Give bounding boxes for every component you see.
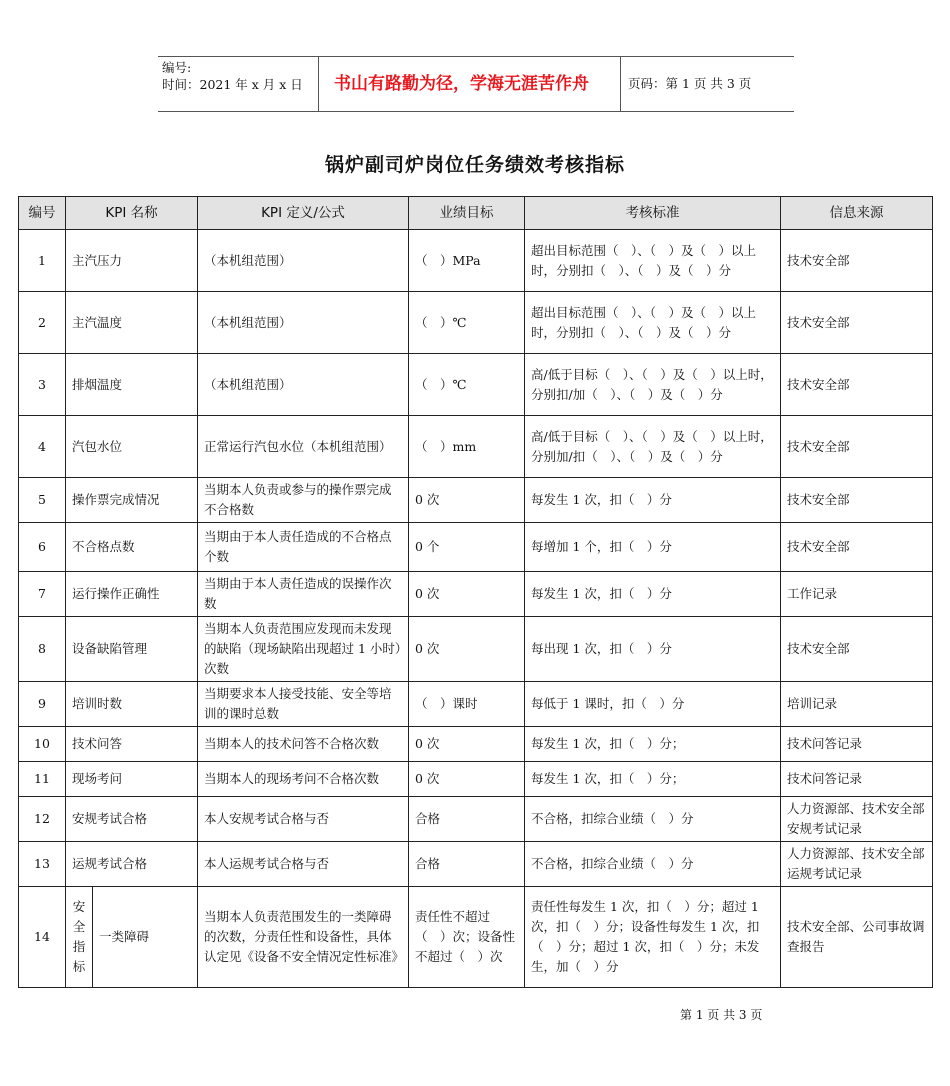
row-definition: （本机组范围）: [198, 292, 409, 354]
row-source: 技术问答记录: [781, 762, 933, 797]
row-kpi-name: 培训时数: [66, 682, 198, 727]
row-kpi-name: 技术问答: [66, 727, 198, 762]
row-target: 0 个: [409, 523, 525, 572]
row-kpi-name: 主汽压力: [66, 230, 198, 292]
row-definition: 当期由于本人责任造成的不合格点个数: [198, 523, 409, 572]
row-target: （ ）课时: [409, 682, 525, 727]
row-source: 技术问答记录: [781, 727, 933, 762]
row-no: 8: [19, 617, 66, 682]
row-source: 技术安全部: [781, 416, 933, 478]
row-definition: 当期本人负责范围发生的一类障碍的次数，分责任性和设备性，具体认定见《设备不安全情况定性标准》: [198, 887, 409, 988]
row-definition: 当期本人负责范围应发现而未发现的缺陷（现场缺陷出现超过 1 小时）次数: [198, 617, 409, 682]
column-header-source: 信息来源: [781, 197, 933, 230]
row-target: （ ）MPa: [409, 230, 525, 292]
row-target: 0 次: [409, 762, 525, 797]
table-header-row: [19, 197, 933, 230]
time-label: 时间：2021 年 x 月 x 日: [162, 77, 303, 92]
table-row: [19, 887, 933, 988]
row-no: 11: [19, 762, 66, 797]
row-source: 技术安全部: [781, 292, 933, 354]
row-kpi-name: 安规考试合格: [66, 797, 198, 842]
row-no: 4: [19, 416, 66, 478]
header-info: [162, 59, 312, 93]
kpi-table: [18, 196, 933, 988]
row-kpi-name: 主汽温度: [66, 292, 198, 354]
column-header-kpi-name: KPI 名称: [66, 197, 198, 230]
row-standard: 每低于 1 课时，扣（ ）分: [525, 682, 781, 727]
row-standard: 责任性每发生 1 次，扣（ ）分；超过 1 次，扣（ ）分；设备性每发生 1 次，扣（ ）分；超过 1 次，扣（ ）分；未发生，加（ ）分: [525, 887, 781, 988]
row-source: 培训记录: [781, 682, 933, 727]
row-standard: 每发生 1 次，扣（ ）分；: [525, 727, 781, 762]
row-standard: 每发生 1 次，扣（ ）分；: [525, 762, 781, 797]
table-row: [19, 682, 933, 727]
row-source: 技术安全部: [781, 354, 933, 416]
row-source: 技术安全部: [781, 523, 933, 572]
row-kpi-name: 操作票完成情况: [66, 478, 198, 523]
document-header: [158, 56, 794, 112]
row-definition: 当期要求本人接受技能、安全等培训的课时总数: [198, 682, 409, 727]
table-row: [19, 292, 933, 354]
row-standard: 超出目标范围（ ）、（ ）及（ ）以上时，分别扣（ ）、（ ）及（ ）分: [525, 230, 781, 292]
row-target: 合格: [409, 797, 525, 842]
table-row: [19, 797, 933, 842]
header-divider: [318, 57, 319, 111]
page-title: 锅炉副司炉岗位任务绩效考核指标: [324, 154, 625, 176]
row-source: 工作记录: [781, 572, 933, 617]
row-target: 责任性不超过（ ）次；设备性不超过（ ）次: [409, 887, 525, 988]
table-row: [19, 762, 933, 797]
row-no: 3: [19, 354, 66, 416]
table-row: [19, 842, 933, 887]
row-definition: 本人运规考试合格与否: [198, 842, 409, 887]
row-target: （ ）mm: [409, 416, 525, 478]
row-definition: （本机组范围）: [198, 230, 409, 292]
row-standard: 不合格，扣综合业绩（ ）分: [525, 797, 781, 842]
row-target: 0 次: [409, 478, 525, 523]
row-no: 2: [19, 292, 66, 354]
row-standard: 不合格，扣综合业绩（ ）分: [525, 842, 781, 887]
row-source: 技术安全部、公司事故调查报告: [781, 887, 933, 988]
row-no: 10: [19, 727, 66, 762]
row-target: 0 次: [409, 572, 525, 617]
table-row: [19, 478, 933, 523]
row-standard: 每发生 1 次，扣（ ）分: [525, 478, 781, 523]
row-no: 13: [19, 842, 66, 887]
row-kpi-name: 汽包水位: [66, 416, 198, 478]
row-source: 技术安全部: [781, 617, 933, 682]
column-header-kpi-definition: KPI 定义/公式: [198, 197, 409, 230]
row-target: （ ）℃: [409, 354, 525, 416]
header-divider: [620, 57, 621, 111]
row-standard: 每发生 1 次，扣（ ）分: [525, 572, 781, 617]
table-row: [19, 727, 933, 762]
row-target: 合格: [409, 842, 525, 887]
row-target: 0 次: [409, 617, 525, 682]
table-row: [19, 572, 933, 617]
table-row: [19, 617, 933, 682]
row-kpi-name: 运行操作正确性: [66, 572, 198, 617]
row-source: 技术安全部: [781, 230, 933, 292]
row-source: 技术安全部: [781, 478, 933, 523]
row-standard: 超出目标范围（ ）、（ ）及（ ）以上时，分别扣（ ）、（ ）及（ ）分: [525, 292, 781, 354]
row-no: 6: [19, 523, 66, 572]
row-target: （ ）℃: [409, 292, 525, 354]
row-kpi-name: 现场考问: [66, 762, 198, 797]
column-header-target: 业绩目标: [409, 197, 525, 230]
row-definition: 当期由于本人责任造成的误操作次数: [198, 572, 409, 617]
row-no: 12: [19, 797, 66, 842]
column-header-standard: 考核标准: [525, 197, 781, 230]
row-definition: （本机组范围）: [198, 354, 409, 416]
table-row: [19, 354, 933, 416]
code-label: 编号:: [162, 60, 192, 75]
row-source: 人力资源部、技术安全部安规考试记录: [781, 797, 933, 842]
table-row: [19, 230, 933, 292]
table-row: [19, 416, 933, 478]
row-target: 0 次: [409, 727, 525, 762]
row-kpi-name: 一类障碍: [93, 887, 198, 988]
row-no: 7: [19, 572, 66, 617]
row-no: 14: [19, 887, 66, 988]
column-header-no: 编号: [19, 197, 66, 230]
row-definition: 当期本人负责或参与的操作票完成不合格数: [198, 478, 409, 523]
row-definition: 正常运行汽包水位（本机组范围）: [198, 416, 409, 478]
row-no: 9: [19, 682, 66, 727]
row-kpi-name: 排烟温度: [66, 354, 198, 416]
row-standard: 每出现 1 次，扣（ ）分: [525, 617, 781, 682]
row-no: 1: [19, 230, 66, 292]
row-standard: 每增加 1 个，扣（ ）分: [525, 523, 781, 572]
table-row: [19, 523, 933, 572]
row-definition: 当期本人的现场考问不合格次数: [198, 762, 409, 797]
row-standard: 高/低于目标（ ）、（ ）及（ ）以上时，分别加/扣（ ）、（ ）及（ ）分: [525, 416, 781, 478]
row-standard: 高/低于目标（ ）、（ ）及（ ）以上时，分别扣/加（ ）、（ ）及（ ）分: [525, 354, 781, 416]
row-kpi-name: 设备缺陷管理: [66, 617, 198, 682]
row-kpi-name: 运规考试合格: [66, 842, 198, 887]
row-source: 人力资源部、技术安全部运规考试记录: [781, 842, 933, 887]
row-no: 5: [19, 478, 66, 523]
header-page-number: 页码：第 1 页 共 3 页: [628, 76, 752, 91]
page-footer: 第 1 页 共 3 页: [680, 1008, 763, 1022]
row-kpi-name: 不合格点数: [66, 523, 198, 572]
row-category: 安全指标: [66, 887, 93, 988]
row-definition: 当期本人的技术问答不合格次数: [198, 727, 409, 762]
header-motto: 书山有路勤为径，学海无涯苦作舟: [334, 74, 589, 94]
row-definition: 本人安规考试合格与否: [198, 797, 409, 842]
